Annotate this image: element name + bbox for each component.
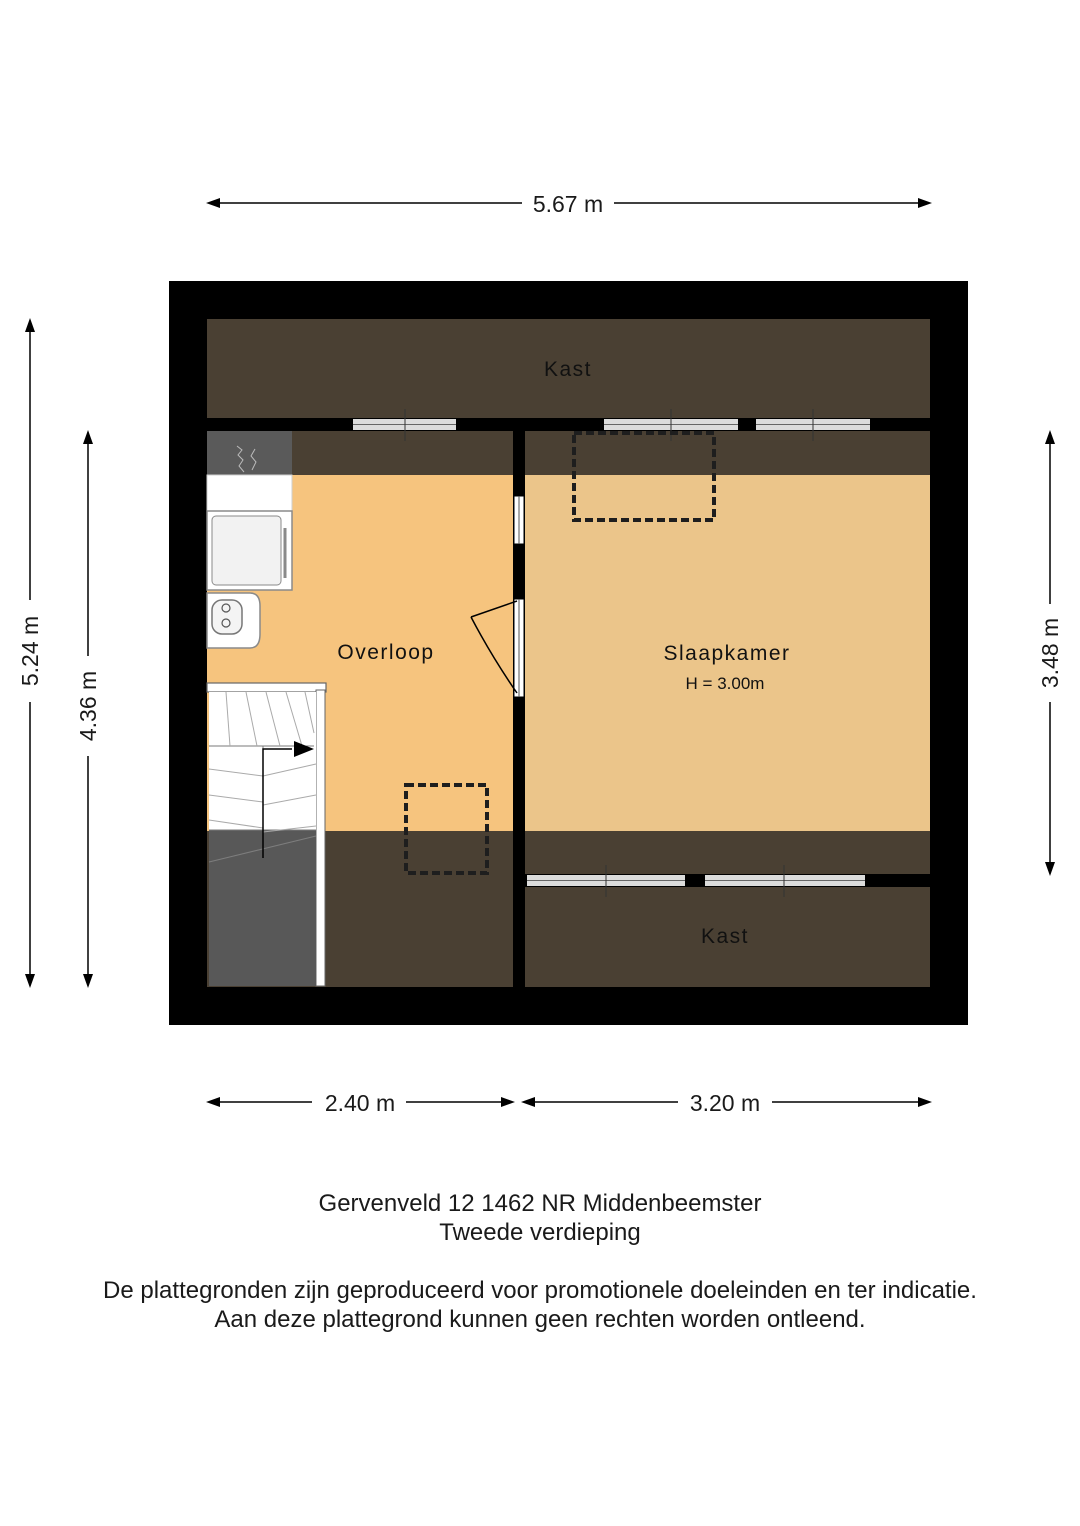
stair-railing	[207, 683, 326, 692]
floor-name: Tweede verdieping	[439, 1219, 641, 1246]
stair-railing	[316, 690, 325, 986]
dimension-label: 4.36 m	[75, 670, 101, 742]
address-caption	[0, 1189, 1080, 1247]
shelf-unit	[207, 475, 292, 511]
washing-machine	[207, 511, 292, 590]
staircase	[209, 692, 316, 986]
dimension-left-inner-height	[75, 430, 101, 988]
disclaimer-line: De plattegronden zijn geproduceerd voor promotionele doeleinden en ter indicatie.	[103, 1277, 977, 1304]
bottom-closet-floor	[525, 831, 930, 987]
low-ceiling-zone	[525, 431, 930, 475]
disclaimer-line: Aan deze plattegrond kunnen geen rechten worden ontleend.	[214, 1306, 866, 1333]
disclaimer	[0, 1276, 1080, 1334]
dimension-label: 3.48 m	[1037, 617, 1063, 689]
room-label-bottom-closet: Kast	[700, 925, 750, 948]
dimension-bottom-left-width	[206, 1090, 515, 1116]
dimension-label: 2.40 m	[324, 1090, 396, 1116]
room-height-label: H = 3.00m	[685, 674, 765, 693]
room-label-landing: Overloop	[337, 641, 435, 664]
sink	[207, 593, 260, 648]
room-label-top-closet: Kast	[543, 358, 593, 381]
dimension-right-height	[1037, 430, 1063, 876]
dimension-label: 5.24 m	[17, 615, 43, 687]
room-label-bedroom: Slaapkamer	[663, 642, 791, 665]
dimension-bottom-right-width	[521, 1090, 932, 1116]
dimension-left-outer-height	[17, 318, 43, 988]
boiler-cabinet	[207, 431, 292, 475]
dimension-label: 5.67 m	[532, 191, 604, 217]
interior-window	[514, 496, 524, 544]
address: Gervenveld 12 1462 NR Middenbeemster	[318, 1190, 762, 1217]
dimension-top-width	[206, 191, 932, 217]
dimension-label: 3.20 m	[689, 1090, 761, 1116]
